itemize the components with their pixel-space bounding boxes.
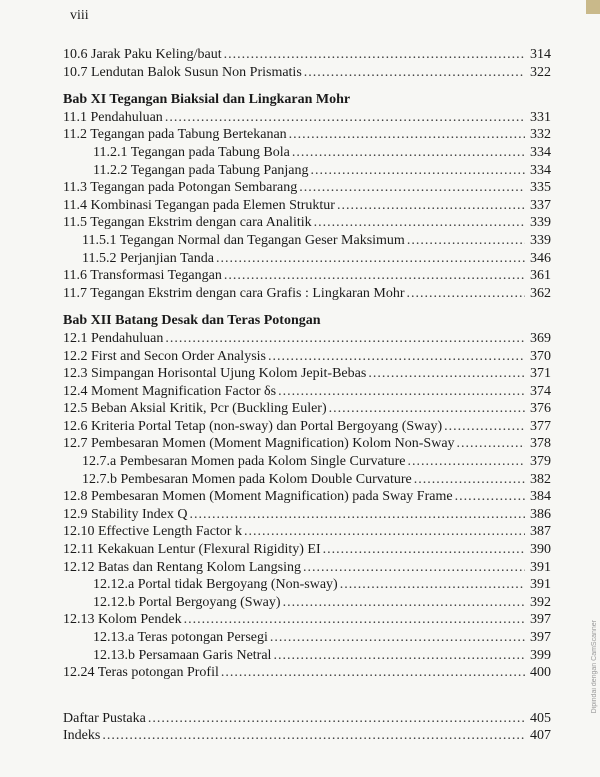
toc-entry-page: 332 (530, 127, 551, 143)
toc-entry-title: 12.6 Kriteria Portal Tetap (non-sway) dan Portal Bergoyang (Sway) (63, 418, 443, 434)
toc-entry[interactable] (63, 541, 551, 559)
toc-entry-page: 374 (530, 383, 551, 399)
scanner-watermark: Dipindai dengan CamScanner (591, 620, 598, 714)
page-number: viii (70, 8, 89, 23)
toc-entry-page: 334 (530, 144, 551, 160)
toc-entry-page: 387 (530, 524, 551, 540)
dot-leader (455, 488, 525, 506)
toc-entry[interactable] (63, 250, 551, 268)
toc-entry-page: 397 (530, 612, 551, 628)
toc-entry-page: 337 (530, 197, 551, 213)
toc-entry-title: 12.10 Effective Length Factor k (63, 524, 242, 540)
toc-entry-title: 11.3 Tegangan pada Potongan Sembarang (63, 180, 298, 196)
toc-entry-page: 405 (530, 710, 551, 726)
toc-entry-page: 400 (530, 665, 551, 681)
toc-entry[interactable] (63, 46, 551, 64)
dot-leader (273, 647, 525, 665)
dot-leader (329, 400, 525, 418)
dot-leader (224, 46, 525, 64)
toc-entry[interactable] (63, 418, 551, 436)
dot-leader (304, 64, 525, 82)
dot-leader (337, 197, 525, 215)
toc-entry-title: 12.7.b Pembesaran Momen pada Kolom Double Curvature (82, 471, 412, 487)
toc-entry[interactable] (63, 400, 551, 418)
toc-entry-page: 391 (530, 577, 551, 593)
dot-leader (184, 611, 525, 629)
toc-entry[interactable] (63, 629, 551, 647)
dot-leader (224, 267, 525, 285)
toc-entry-page: 371 (530, 366, 551, 382)
toc-entry-page: 376 (530, 401, 551, 417)
chapter-heading: Bab XI Tegangan Biaksial dan Lingkaran Mohr (63, 92, 351, 108)
toc-entry-page: 335 (530, 180, 551, 196)
toc-entry[interactable] (63, 126, 551, 144)
toc-entry[interactable] (63, 647, 551, 665)
dot-leader (216, 250, 525, 268)
dot-leader (189, 506, 525, 524)
toc-entry-title: 10.7 Lendutan Balok Susun Non Prismatis (63, 64, 302, 80)
toc-entry[interactable] (63, 365, 551, 383)
toc-entry-page: 369 (530, 330, 551, 346)
dot-leader (270, 629, 525, 647)
toc-entry-title: 11.2.1 Tegangan pada Tabung Bola (93, 144, 290, 160)
chapter-heading: Bab XII Batang Desak dan Teras Potongan (63, 313, 321, 329)
toc-entry-page: 392 (530, 594, 551, 610)
toc-entry-title: 11.4 Kombinasi Tegangan pada Elemen Struktur (63, 197, 335, 213)
toc-entry-title: 12.12.b Portal Bergoyang (Sway) (93, 594, 281, 610)
table-of-contents (63, 46, 551, 745)
toc-entry[interactable] (63, 435, 551, 453)
toc-entry-page: 361 (530, 268, 551, 284)
toc-entry[interactable] (63, 330, 551, 348)
dot-leader (340, 576, 525, 594)
toc-entry-title: 12.13.b Persamaan Garis Netral (93, 647, 272, 663)
toc-entry[interactable] (63, 179, 551, 197)
toc-entry[interactable] (63, 453, 551, 471)
toc-entry[interactable] (63, 109, 551, 127)
toc-entry-title: 12.5 Beban Aksial Kritik, Pcr (Buckling Euler) (63, 401, 327, 417)
toc-entry-title: 12.12.a Portal tidak Bergoyang (Non-sway) (93, 577, 338, 593)
dot-leader (407, 285, 525, 303)
toc-entry-title: 12.13.a Teras potongan Persegi (93, 630, 268, 645)
toc-entry[interactable] (63, 576, 551, 594)
corner-mark (586, 0, 600, 14)
toc-entry-title: 12.1 Pendahuluan (63, 330, 164, 346)
toc-entry-title: 11.5.1 Tegangan Normal dan Tegangan Geser Maksimum (82, 232, 405, 248)
dot-leader (165, 109, 525, 127)
toc-entry[interactable] (63, 214, 551, 232)
toc-entry[interactable] (63, 471, 551, 489)
toc-entry[interactable] (63, 267, 551, 285)
dot-leader (303, 559, 525, 577)
toc-entry-page: 390 (530, 542, 551, 558)
toc-entry[interactable] (63, 727, 551, 745)
toc-entry[interactable] (63, 523, 551, 541)
toc-entry-page: 407 (530, 728, 551, 744)
toc-entry-title: 12.7 Pembesaran Momen (Moment Magnification) Kolom Non-Sway (63, 436, 455, 452)
toc-entry-page: 339 (530, 215, 551, 231)
dot-leader (268, 348, 525, 366)
dot-leader (407, 453, 525, 471)
toc-entry-page: 370 (530, 348, 551, 364)
toc-entry-page: 339 (530, 232, 551, 248)
dot-leader (407, 232, 525, 250)
dot-leader (102, 727, 525, 745)
toc-entry-title: Daftar Pustaka (63, 710, 146, 726)
toc-entry[interactable] (63, 710, 551, 728)
toc-entry-title: 12.3 Simpangan Horisontal Ujung Kolom Jepit-Bebas (63, 366, 367, 382)
toc-entry[interactable] (63, 144, 551, 162)
toc-entry-title: 10.6 Jarak Paku Keling/baut (63, 47, 222, 62)
toc-entry[interactable] (63, 285, 551, 303)
dot-leader (292, 144, 525, 162)
toc-entry[interactable] (63, 506, 551, 524)
toc-entry-page: 382 (530, 471, 551, 487)
dot-leader (244, 523, 525, 541)
toc-entry-page: 314 (530, 47, 551, 62)
toc-entry[interactable] (63, 348, 551, 366)
toc-entry-title: 12.8 Pembesaran Momen (Moment Magnification) pada Sway Frame (63, 489, 453, 505)
toc-entry-page: 378 (530, 436, 551, 452)
dot-leader (323, 541, 525, 559)
dot-leader (148, 710, 525, 728)
toc-entry-title: 11.5.2 Perjanjian Tanda (82, 250, 214, 266)
dot-leader (457, 435, 525, 453)
toc-entry[interactable] (63, 162, 551, 180)
toc-entry-page: 377 (530, 418, 551, 434)
dot-leader (278, 383, 525, 401)
toc-entry-page: 362 (530, 285, 551, 301)
section-gap (63, 682, 551, 710)
dot-leader (283, 594, 525, 612)
dot-leader (311, 162, 525, 180)
toc-entry[interactable] (63, 232, 551, 250)
toc-entry-page: 391 (530, 559, 551, 575)
dot-leader (314, 214, 525, 232)
toc-entry-page: 399 (530, 647, 551, 663)
toc-entry-page: 346 (530, 250, 551, 266)
toc-entry-title: 12.24 Teras potongan Profil (63, 665, 219, 681)
toc-entry[interactable] (63, 383, 551, 401)
dot-leader (221, 664, 525, 682)
toc-entry-title: 12.13 Kolom Pendek (63, 612, 182, 628)
toc-entry[interactable] (63, 64, 551, 82)
toc-entry-page: 322 (530, 64, 551, 80)
toc-entry[interactable] (63, 197, 551, 215)
dot-leader (444, 418, 525, 436)
toc-entry[interactable] (63, 664, 551, 682)
toc-entry-page: 384 (530, 489, 551, 505)
dot-leader (299, 179, 525, 197)
toc-entry-title: 12.12 Batas dan Rentang Kolom Langsing (63, 559, 301, 575)
dot-leader (368, 365, 525, 383)
toc-entry[interactable] (63, 559, 551, 577)
toc-entry-page: 379 (530, 454, 551, 470)
toc-entry-title: Indeks (63, 728, 101, 744)
toc-entry-title: 12.11 Kekakuan Lentur (Flexural Rigidity) EI (63, 542, 321, 558)
dot-leader (165, 330, 525, 348)
toc-entry-title: 12.2 First and Secon Order Analysis (63, 348, 266, 364)
toc-entry-page: 386 (530, 506, 551, 522)
toc-entry[interactable] (63, 488, 551, 506)
toc-entry-title: 12.4 Moment Magnification Factor δs (63, 383, 277, 399)
toc-entry-title: 11.7 Tegangan Ekstrim dengan cara Grafis : Lingkaran Mohr (63, 285, 405, 301)
toc-entry-title: 12.7.a Pembesaran Momen pada Kolom Single Curvature (82, 454, 406, 470)
toc-entry-title: 11.2.2 Tegangan pada Tabung Panjang (93, 162, 309, 178)
toc-entry[interactable] (63, 594, 551, 612)
toc-entry-title: 11.1 Pendahuluan (63, 109, 163, 125)
dot-leader (414, 471, 525, 489)
toc-entry-page: 334 (530, 162, 551, 178)
toc-entry-title: 11.6 Transformasi Tegangan (63, 268, 222, 284)
toc-entry-title: 11.2 Tegangan pada Tabung Bertekanan (63, 127, 287, 143)
toc-entry-page: 397 (530, 630, 551, 645)
toc-entry-title: 12.9 Stability Index Q (63, 506, 188, 522)
toc-entry-title: 11.5 Tegangan Ekstrim dengan cara Analitik (63, 215, 312, 231)
toc-entry-page: 331 (530, 109, 551, 125)
toc-entry[interactable] (63, 611, 551, 629)
dot-leader (289, 126, 525, 144)
